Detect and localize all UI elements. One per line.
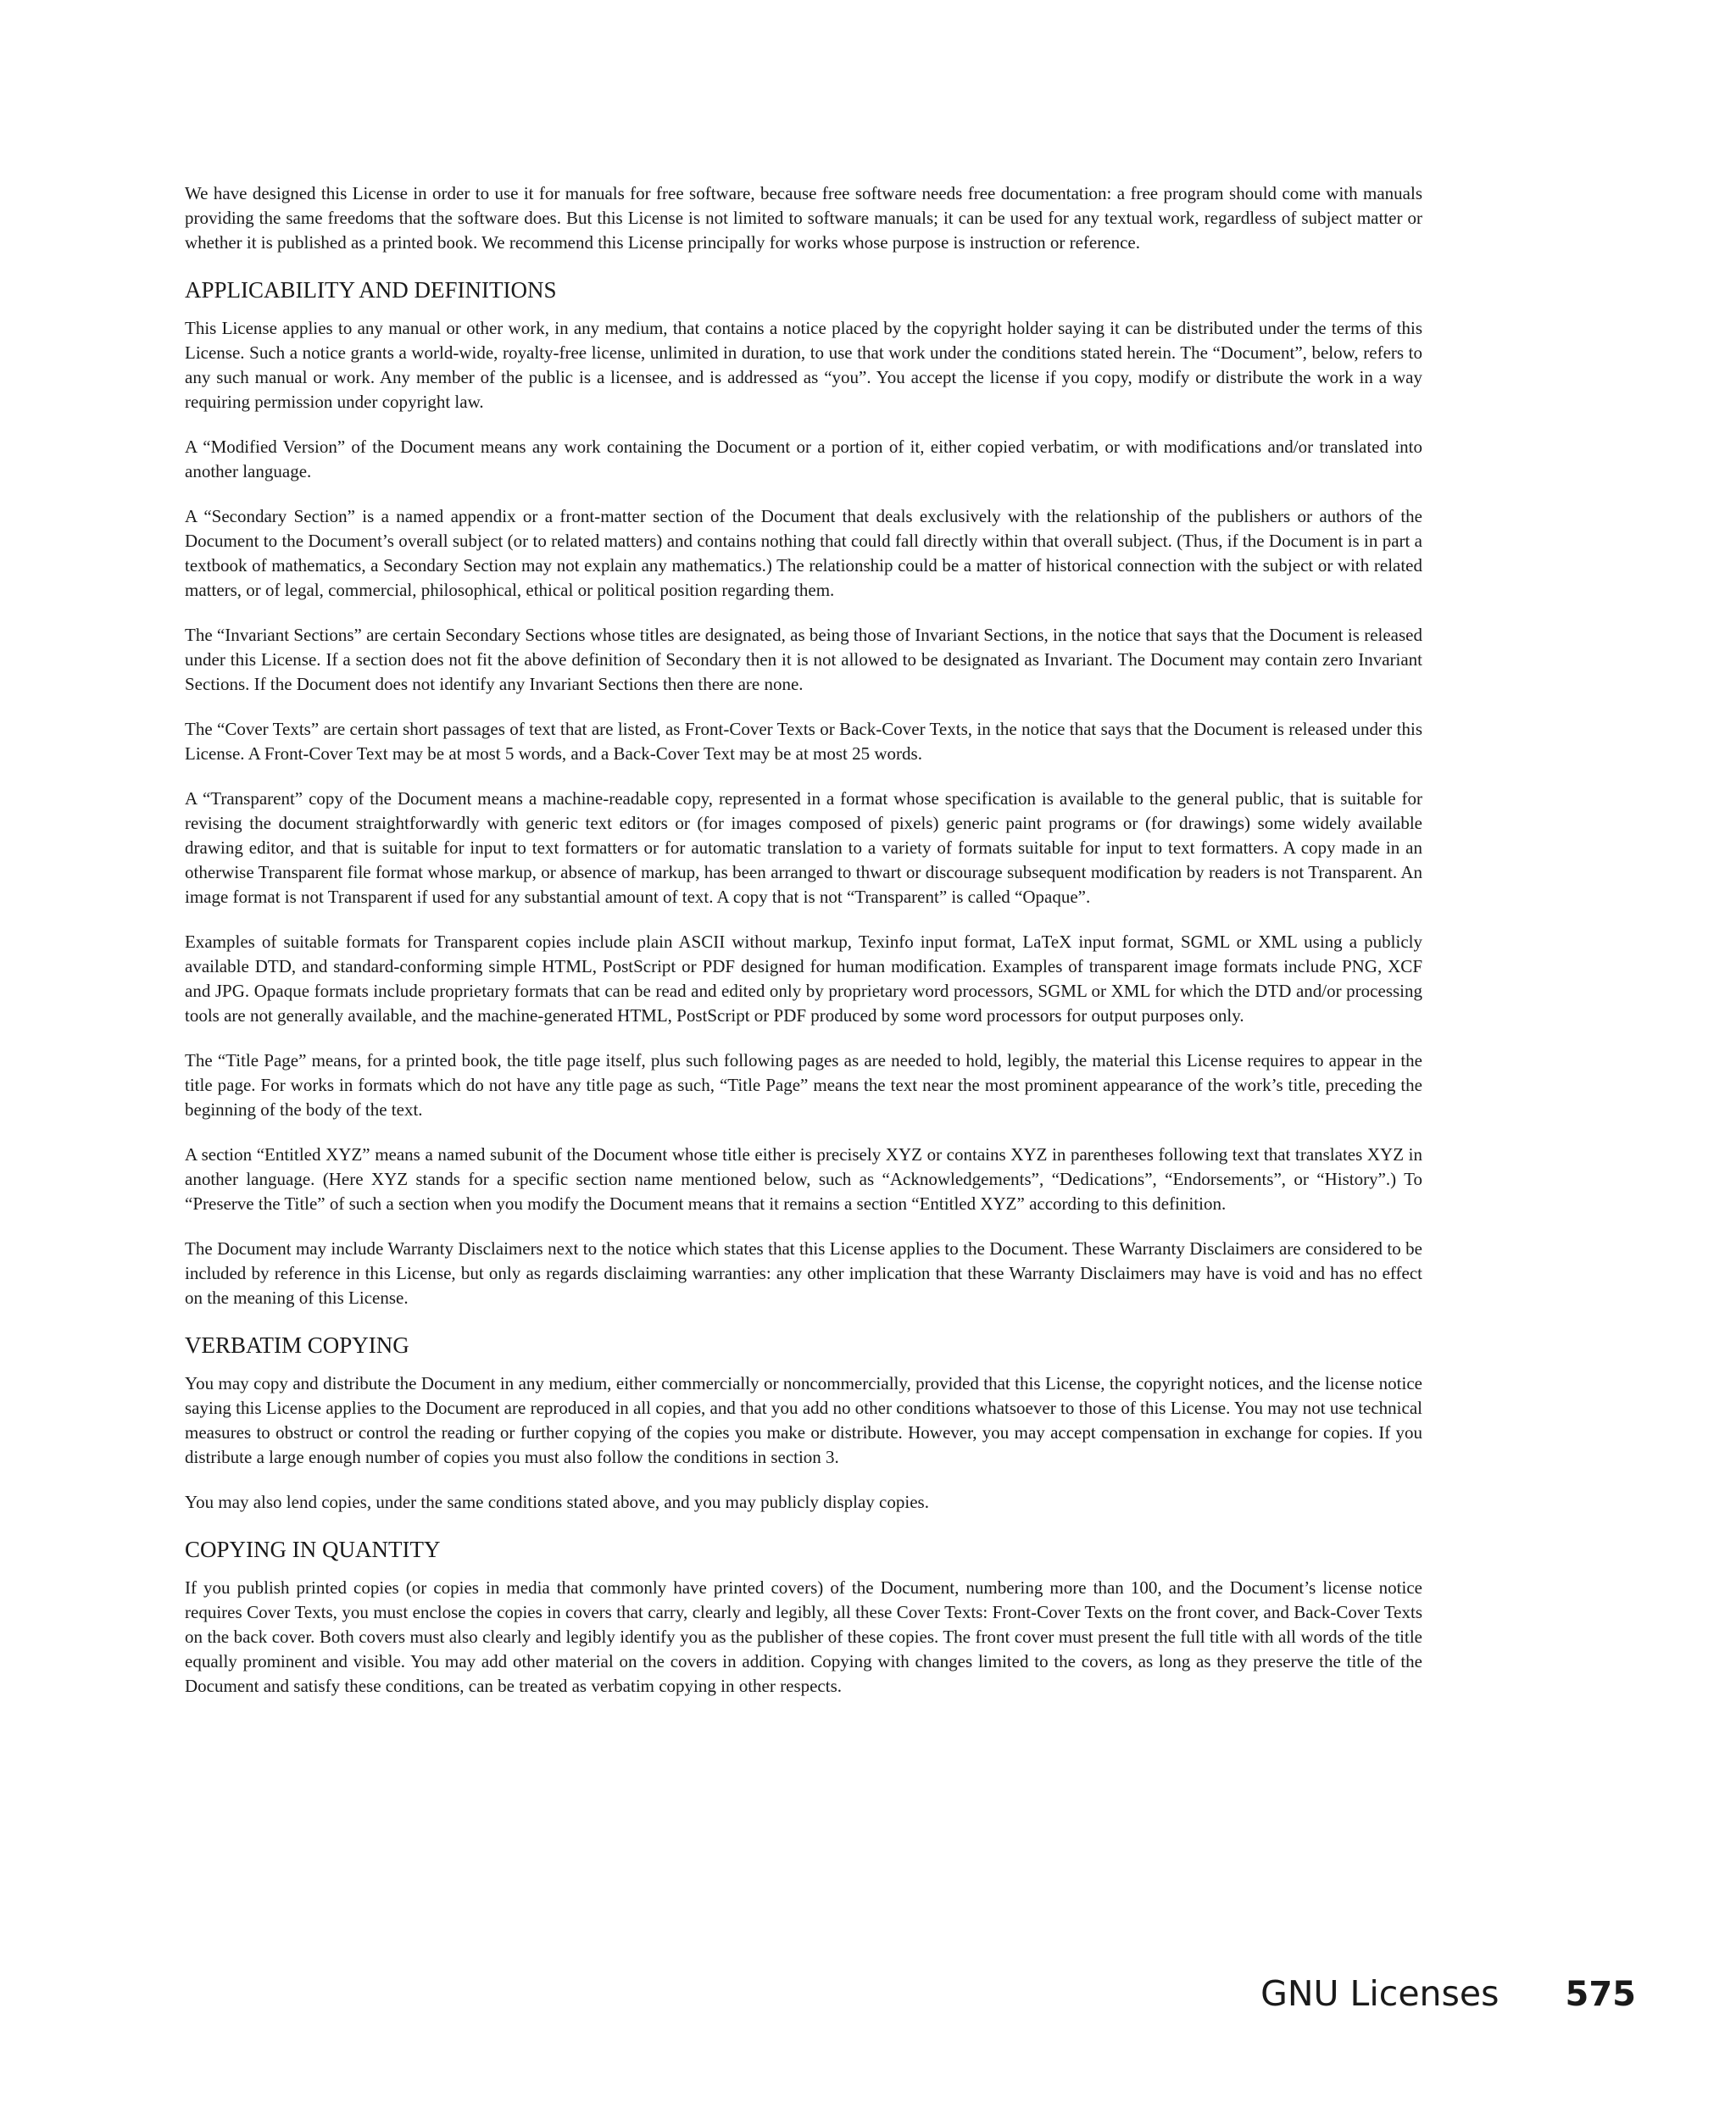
intro-paragraph: We have designed this License in order to use it for manuals for free software, because free software needs free documentation: a free program should come with manuals providing the same freedoms that the software does. But this License is not limited to software manuals; it can be used for any textual work, regardless of subject matter or whether it is published as a printed book. We recommend this License principally for works whose purpose is instruction or reference. <box>185 183 1422 253</box>
page-footer <box>1187 1973 1636 2024</box>
section-applicability-and-definitions <box>185 275 1422 1310</box>
page-body <box>185 181 1422 1719</box>
paragraph: A “Secondary Section” is a named appendix or a front-matter section of the Document that deals exclusively with the relationship of the publishers or authors of the Document to the Document’s overall subject (or to related matters) and contains nothing that could fall directly within that overall subject. (Thus, if the Document is in part a textbook of mathematics, a Secondary Section may not explain any mathematics.) The relationship could be a matter of historical connection with the subject or with related matters, or of legal, commercial, philosophical, ethical or political position regarding them. <box>185 506 1422 600</box>
running-footer-title: GNU Licenses <box>1260 1973 1500 2014</box>
paragraph: The “Title Page” means, for a printed book, the title page itself, plus such following pages as are needed to hold, legibly, the material this License requires to appear in the title page. For works in formats which do not have any title page as such, “Title Page” means the text near the most prominent appearance of the work’s title, preceding the beginning of the body of the text. <box>185 1050 1422 1120</box>
paragraph: The Document may include Warranty Disclaimers next to the notice which states that this License applies to the Document. These Warranty Disclaimers are considered to be included by reference in this License, but only as regards disclaiming warranties: any other implication that these Warranty Disclaimers may have is void and has no effect on the meaning of this License. <box>185 1238 1422 1308</box>
paragraph: If you publish printed copies (or copies in media that commonly have printed covers) of the Document, numbering more than 100, and the Document’s license notice requires Cover Texts, you must enclose the copies in covers that carry, clearly and legibly, all these Cover Texts: Front-Cover Texts on the front cover, and Back-Cover Texts on the back cover. Both covers must also clearly and legibly identify you as the publisher of these copies. The front cover must present the full title with all words of the title equally prominent and visible. You may add other material on the covers in addition. Copying with changes limited to the covers, as long as they preserve the title of the Document and satisfy these conditions, can be treated as verbatim copying in other respects. <box>185 1577 1422 1696</box>
paragraph: You may also lend copies, under the same conditions stated above, and you may publicly display copies. <box>185 1492 929 1512</box>
section-heading: APPLICABILITY AND DEFINITIONS <box>185 277 557 303</box>
section-copying-in-quantity <box>185 1535 1422 1699</box>
paragraph: Examples of suitable formats for Transparent copies include plain ASCII without markup, Texinfo input format, LaTeX input format, SGML or XML using a publicly available DTD, and standard-conforming simple HTML, PostScript or PDF designed for human modification. Examples of transparent image formats include PNG, XCF and JPG. Opaque formats include proprietary formats that can be read and edited only by proprietary word processors, SGML or XML for which the DTD and/or processing tools are not generally available, and the machine-generated HTML, PostScript or PDF produced by some word processors for output purposes only. <box>185 932 1422 1026</box>
paragraph: A “Modified Version” of the Document means any work containing the Document or a portion of it, either copied verbatim, or with modifications and/or translated into another language. <box>185 437 1422 481</box>
paragraph: The “Invariant Sections” are certain Secondary Sections whose titles are designated, as being those of Invariant Sections, in the notice that says that the Document is released under this License. If a section does not fit the above definition of Secondary then it is not allowed to be designated as Invariant. The Document may contain zero Invariant Sections. If the Document does not identify any Invariant Sections then there are none. <box>185 625 1422 694</box>
paragraph: You may copy and distribute the Document in any medium, either commercially or noncommercially, provided that this License, the copyright notices, and the license notice saying this License applies to the Document are reproduced in all copies, and that you add no other conditions whatsoever to those of this License. You may not use technical measures to obstruct or control the reading or further copying of the copies you make or distribute. However, you may accept compensation in exchange for copies. If you distribute a large enough number of copies you must also follow the conditions in section 3. <box>185 1373 1422 1467</box>
paragraph: A section “Entitled XYZ” means a named subunit of the Document whose title either is precisely XYZ or contains XYZ in parentheses following text that translates XYZ in another language. (Here XYZ stands for a specific section name mentioned below, such as “Acknowledgements”, “Dedications”, “Endorsements”, or “History”.) To “Preserve the Title” of such a section when you modify the Document means that it remains a section “Entitled XYZ” according to this definition. <box>185 1144 1422 1214</box>
page-number: 575 <box>1565 1975 1636 2014</box>
section-verbatim-copying <box>185 1331 1422 1515</box>
paragraph: The “Cover Texts” are certain short passages of text that are listed, as Front-Cover Texts or Back-Cover Texts, in the notice that says that the Document is released under this License. A Front-Cover Text may be at most 5 words, and a Back-Cover Text may be at most 25 words. <box>185 719 1422 764</box>
paragraph: A “Transparent” copy of the Document means a machine-readable copy, represented in a format whose specification is available to the general public, that is suitable for revising the document straightforwardly with generic text editors or (for images composed of pixels) generic paint programs or (for drawings) some widely available drawing editor, and that is suitable for input to text formatters or for automatic translation to a variety of formats suitable for input to text formatters. A copy made in an otherwise Transparent file format whose markup, or absence of markup, has been arranged to thwart or discourage subsequent modification by readers is not Transparent. An image format is not Transparent if used for any substantial amount of text. A copy that is not “Transparent” is called “Opaque”. <box>185 788 1422 907</box>
section-heading: VERBATIM COPYING <box>185 1332 409 1358</box>
paragraph: This License applies to any manual or other work, in any medium, that contains a notice placed by the copyright holder saying it can be distributed under the terms of this License. Such a notice grants a world-wide, royalty-free license, unlimited in duration, to use that work under the conditions stated herein. The “Document”, below, refers to any such manual or work. Any member of the public is a licensee, and is addressed as “you”. You accept the license if you copy, modify or distribute the work in a way requiring permission under copyright law. <box>185 318 1422 412</box>
section-heading: COPYING IN QUANTITY <box>185 1537 441 1562</box>
